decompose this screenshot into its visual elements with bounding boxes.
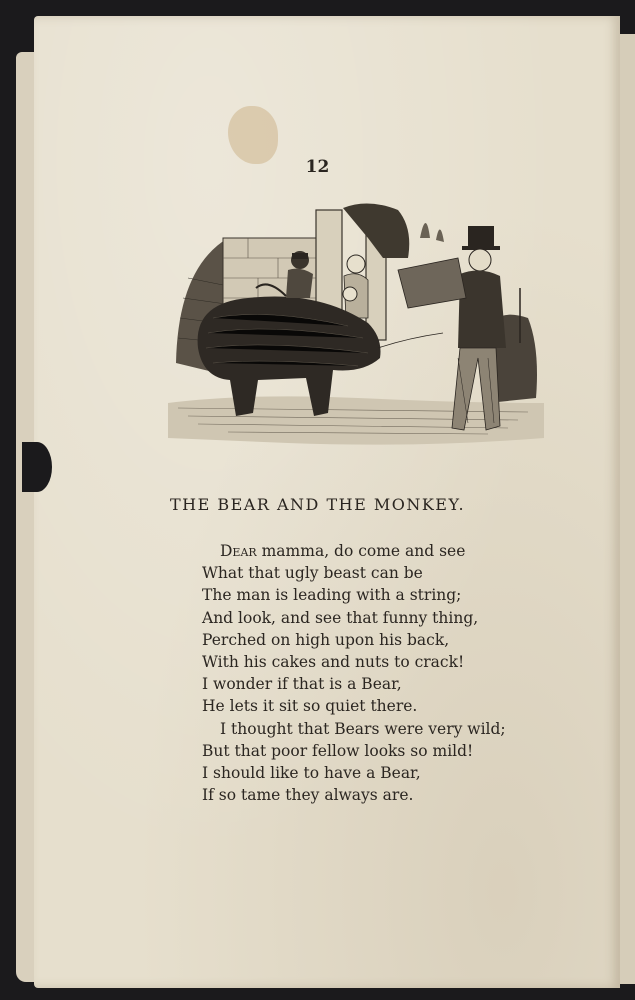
poem-line: The man is leading with a string; — [202, 586, 462, 605]
poem-text — [202, 540, 522, 806]
poem-line: I should like to have a Bear, — [202, 764, 421, 783]
poem-line: I wonder if that is a Bear, — [202, 675, 402, 694]
poem-line: With his cakes and nuts to crack! — [202, 653, 465, 672]
engraving-bear-monkey-man-icon — [168, 198, 544, 470]
poem-line: I thought that Bears were very wild; — [220, 719, 506, 738]
poem-line: But that poor fellow looks so mild! — [202, 741, 474, 760]
poem-line: If so tame they always are. — [202, 786, 414, 805]
poem-line: He lets it sit so quiet there. — [202, 697, 418, 716]
paper-stain — [228, 106, 278, 164]
poem-line: Perched on high upon his back, — [202, 630, 450, 649]
page-number: 12 — [305, 157, 330, 177]
story-title: THE BEAR AND THE MONKEY. — [169, 495, 466, 514]
poem-line: What that ugly beast can be — [202, 564, 423, 583]
poem-line-1 — [202, 540, 522, 562]
page-tear-notch — [22, 442, 52, 492]
poem-line-1-rest: mamma, do come and see — [256, 542, 466, 560]
poem-line: And look, and see that funny thing, — [202, 608, 479, 627]
drop-word: Dear — [220, 542, 257, 560]
